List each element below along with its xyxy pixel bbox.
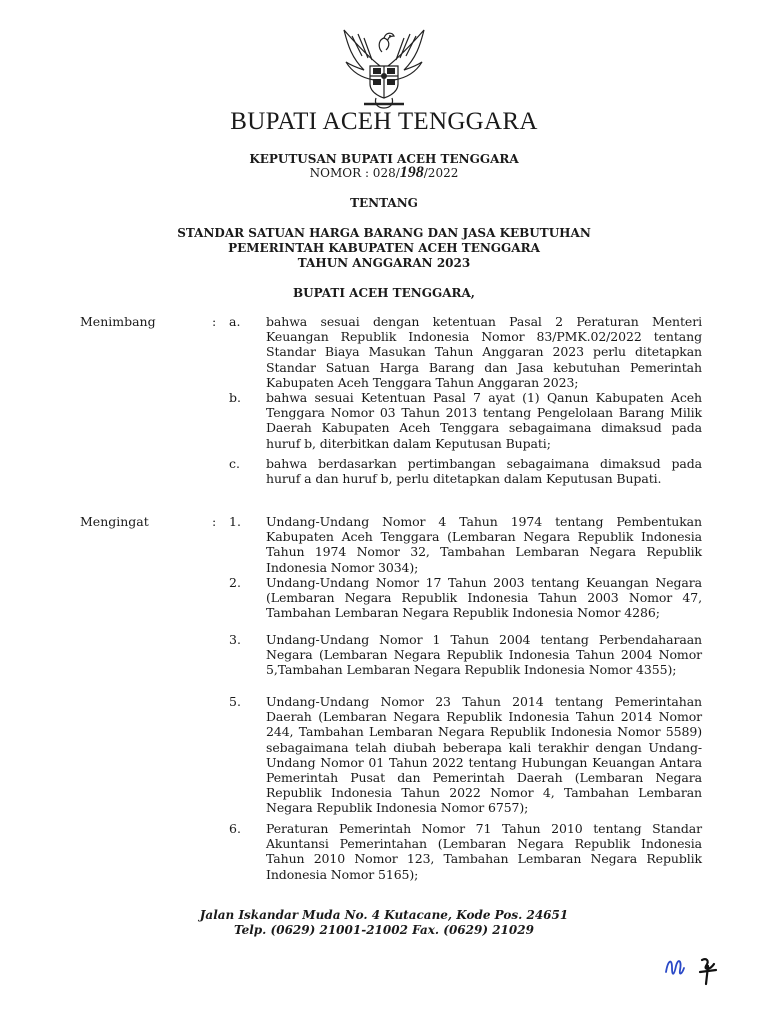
menimbang-item-text: bahwa sesuai dengan ketentuan Pasal 2 Peraturan Menteri Keuangan Republik Indonesia Nomor 83/PMK.02/2022 tentang Standar Biaya Masukan Tahun Anggaran 2023 perlu ditetapkan Standar Satuan Harga Barang dan Jasa kebutuhan Pemerintah Kabupaten Aceh Tenggara Tahun Anggaran 2023;: [266, 314, 702, 390]
footer-address: Jalan Iskandar Muda No. 4 Kutacane, Kode Pos. 24651: [199, 908, 569, 922]
subject-line-3: TAHUN ANGGARAN 2023: [297, 256, 471, 270]
page-title: BUPATI ACEH TENGGARA: [230, 108, 538, 135]
mengingat-item-marker: 3.: [229, 632, 241, 647]
footer-phone: Telp. (0629) 21001-21002 Fax. (0629) 21029: [234, 923, 534, 937]
mengingat-item-text: Undang-Undang Nomor 1 Tahun 2004 tentang Perbendaharaan Negara (Lembaran Negara Republik Indonesia Tahun 2004 Nomor 5,Tambahan Lembaran Negara Republik Indonesia Nomor 4355);: [266, 632, 702, 678]
mengingat-item-marker: 5.: [229, 694, 241, 709]
garuda-emblem-icon: [334, 22, 434, 112]
mengingat-colon: :: [212, 514, 217, 529]
decree-number-prefix: NOMOR : 028/: [309, 166, 400, 180]
menimbang-label: Menimbang: [80, 314, 156, 329]
mengingat-label: Mengingat: [80, 514, 149, 529]
mengingat-item-marker: 2.: [229, 575, 241, 590]
issuer-heading: BUPATI ACEH TENGGARA,: [293, 286, 475, 300]
mengingat-item-marker: 6.: [229, 821, 241, 836]
handwritten-paraf-icon: [660, 950, 730, 990]
subject-line-2: PEMERINTAH KABUPATEN ACEH TENGGARA: [228, 241, 540, 255]
decree-number-handwritten: 198: [399, 164, 424, 181]
menimbang-item-text: bahwa berdasarkan pertimbangan sebagaimana dimaksud pada huruf a dan huruf b, perlu ditetapkan dalam Keputusan Bupati.: [266, 456, 702, 487]
decree-number-suffix: /2022: [423, 166, 459, 180]
menimbang-item-marker: a.: [229, 314, 241, 329]
mengingat-item-text: Undang-Undang Nomor 17 Tahun 2003 tentang Keuangan Negara (Lembaran Negara Republik Indonesia Tahun 2003 Nomor 47, Tambahan Lembaran Negara Republik Indonesia Nomor 4286;: [266, 575, 702, 621]
mengingat-item-text: Undang-Undang Nomor 4 Tahun 1974 tentang Pembentukan Kabupaten Aceh Tenggara (Lembaran Negara Republik Indonesia Tahun 1974 Nomor 32, Tambahan Lembaran Negara Republik Indonesia Nomor 3034);: [266, 514, 702, 575]
subject-line-1: STANDAR SATUAN HARGA BARANG DAN JASA KEBUTUHAN: [177, 226, 591, 240]
decree-number: [0, 164, 768, 182]
mengingat-item-text: Peraturan Pemerintah Nomor 71 Tahun 2010 tentang Standar Akuntansi Pemerintahan (Lembaran Negara Republik Indonesia Tahun 2010 Nomor 123, Tambahan Lembaran Negara Republik Indonesia Nomor 5165);: [266, 821, 702, 882]
menimbang-item-marker: b.: [229, 390, 241, 405]
menimbang-colon: :: [212, 314, 217, 329]
menimbang-item-marker: c.: [229, 456, 240, 471]
menimbang-item-text: bahwa sesuai Ketentuan Pasal 7 ayat (1) Qanun Kabupaten Aceh Tenggara Nomor 03 Tahun 2013 tentang Pengelolaan Barang Milik Daerah Kabupaten Aceh Tenggara sebagaimana dimaksud pada huruf b, diterbitkan dalam Keputusan Bupati;: [266, 390, 702, 451]
mengingat-item-text: Undang-Undang Nomor 23 Tahun 2014 tentang Pemerintahan Daerah (Lembaran Negara Republik Indonesia Tahun 2014 Nomor 244, Tambahan Lembaran Negara Republik Indonesia Nomor 5589) sebagaimana telah diubah beberapa kali terakhir dengan Undang-Undang Nomor 01 Tahun 2022 tentang Hubungan Keuangan Antara Pemerintah Pusat dan Pemerintah Daerah (Lembaran Negara Republik Indonesia Tahun 2022 Nomor 4, Tambahan Lembaran Negara Republik Indonesia Nomor 6757);: [266, 694, 702, 816]
tentang-heading: TENTANG: [350, 196, 418, 210]
decree-title: KEPUTUSAN BUPATI ACEH TENGGARA: [249, 152, 519, 166]
mengingat-item-marker: 1.: [229, 514, 241, 529]
